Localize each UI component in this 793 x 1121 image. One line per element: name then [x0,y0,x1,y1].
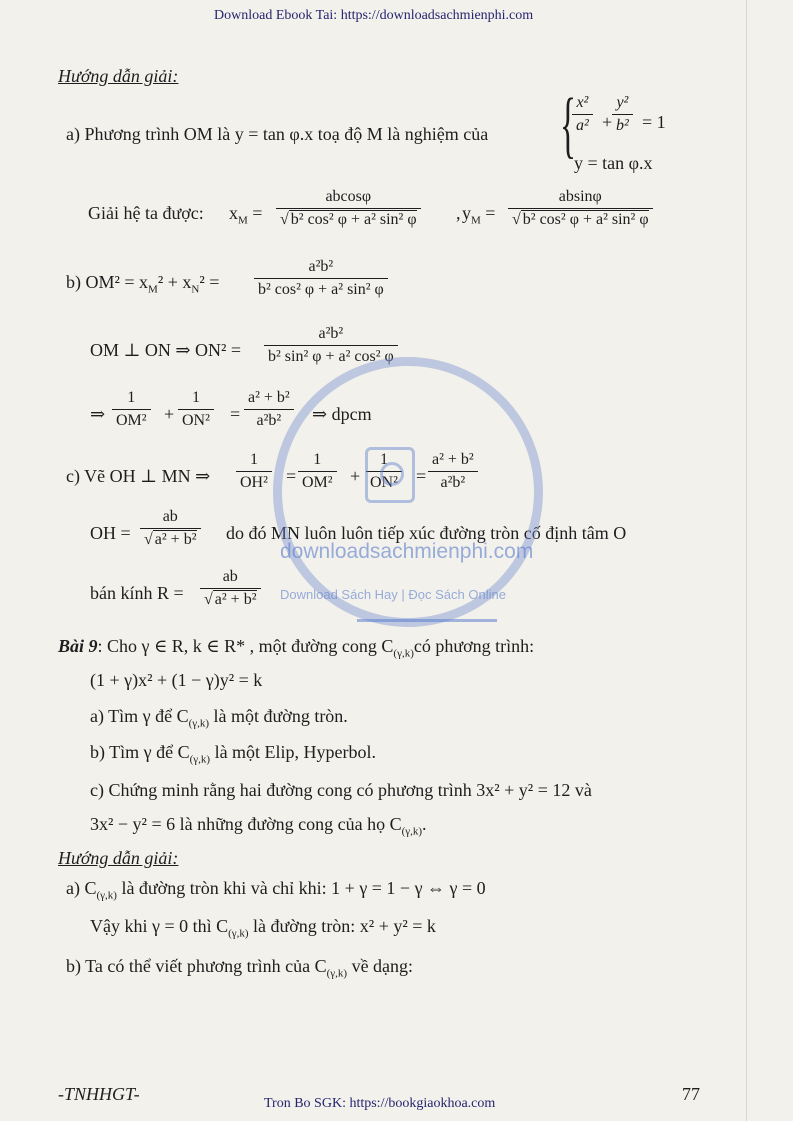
watermark-tagline: Download Sách Hay | Đọc Sách Online [280,587,506,602]
part-c-frac-sum: a² + b² a²b² [428,451,478,492]
section2-part-a: a) $C_{(\gamma,k)}$ là đường tròn khi và chỉ khi: 1 + γ = 1 − γ ⇔ γ = 0 [66,878,486,902]
ym-lhs: $y_M$ = [462,203,496,227]
oh-conclusion: do đó MN luôn luôn tiếp xúc đường tròn cố định tâm O [226,523,627,543]
part-c-frac-on: 1 ON² [366,451,402,492]
watermark-site: downloadsachmienphi.com [280,540,534,563]
page-number: 77 [682,1084,700,1104]
system-eq-one: = 1 [642,112,666,132]
bai9-equation: (1 + γ)x² + (1 − γ)y² = k [90,670,263,690]
radius-fraction: ab √ a² + b² [200,568,261,609]
section2-part-b: b) Ta có thể viết phương trình của $C_{(\gamma,k)}$ về dạng: [66,956,414,980]
oh-fraction: ab √ a² + b² [140,508,201,549]
part-c-eq2: = [416,466,427,486]
part-b-fraction1: a²b² b² cos² φ + a² sin² φ [254,258,388,299]
watermark-underline [357,619,497,622]
xm-fraction: abcosφ √ b² cos² φ + a² sin² φ [276,188,421,229]
watermark-book-icon [365,447,415,503]
footer-publisher: -TNHHGT- [58,1084,140,1104]
section2-part-a-conclusion: Vậy khi γ = 0 thì $C_{(\gamma,k)}$ là đường tròn: x² + y² = k [90,916,436,940]
part-c-eq1: = [286,466,297,486]
oh-lhs: OH = [90,523,131,543]
page-edge-line [746,0,747,1121]
system-plus: + [602,112,613,132]
part-b-eq: = [230,404,241,424]
bai9-question-b: b) Tìm γ để $C_{(\gamma,k)}$ là một Elip, Hyperbol. [90,742,377,766]
system-frac-y: y² b² [612,94,633,135]
part-c-frac-om: 1 OM² [298,451,337,492]
comma: , [456,203,461,223]
system-frac-x: x² a² [572,94,593,135]
part-b-line1-lhs: b) $OM^2 = x_M^2 + x_N^2$ = [66,272,220,296]
footer-sgk-link[interactable]: Tron Bo SGK: https://bookgiaokhoa.com [264,1096,496,1111]
section2-heading: Hướng dẫn giải: [58,848,179,868]
part-b-line2-lhs: OM ⊥ ON ⇒ ON² = [90,340,242,360]
radius-lhs: bán kính R = [90,583,184,603]
part-b-frac-on: 1 ON² [178,389,214,430]
part-b-frac-sum: a² + b² a²b² [244,389,294,430]
xm-lhs: $x_M$ = [229,203,263,227]
part-b-frac-om: 1 OM² [112,389,151,430]
ym-fraction: absinφ √ b² cos² φ + a² sin² φ [508,188,653,229]
bai9-intro: Bài 9: Cho γ ∈ R, k ∈ R* , một đường cong $C_{(\gamma,k)}có$ phương trình: [58,636,535,660]
part-b-plus: + [164,404,175,424]
part-b-fraction2: a²b² b² sin² φ + a² cos² φ [264,325,398,366]
system-brace: { [560,84,576,166]
part-b-qed: ⇒ dpcm [312,404,372,424]
bai9-question-a: a) Tìm γ để $C_{(\gamma,k)}$ là một đường tròn. [90,706,348,730]
solve-label: Giải hệ ta được: [88,203,204,223]
part-c-line1-lhs: c) Vẽ OH ⊥ MN ⇒ [66,466,211,486]
bai9-question-c-line2: 3x² − y² = 6 là những đường cong của họ $C_{(\gamma,k)}$. [90,814,427,838]
part-b-implies: ⇒ [90,404,106,424]
system-line2: y = tan φ.x [574,153,653,173]
section-heading-guide: Hướng dẫn giải: [58,66,179,86]
part-a-intro: a) Phương trình OM là y = tan φ.x toạ độ M là nghiệm của [66,124,489,144]
bai9-question-c-line1: c) Chứng minh rằng hai đường cong có phương trình 3x² + y² = 12 và [90,780,592,800]
part-c-frac-oh: 1 OH² [236,451,272,492]
part-c-plus: + [350,466,361,486]
header-download-link[interactable]: Download Ebook Tai: https://downloadsachmienphi.com [214,8,534,23]
